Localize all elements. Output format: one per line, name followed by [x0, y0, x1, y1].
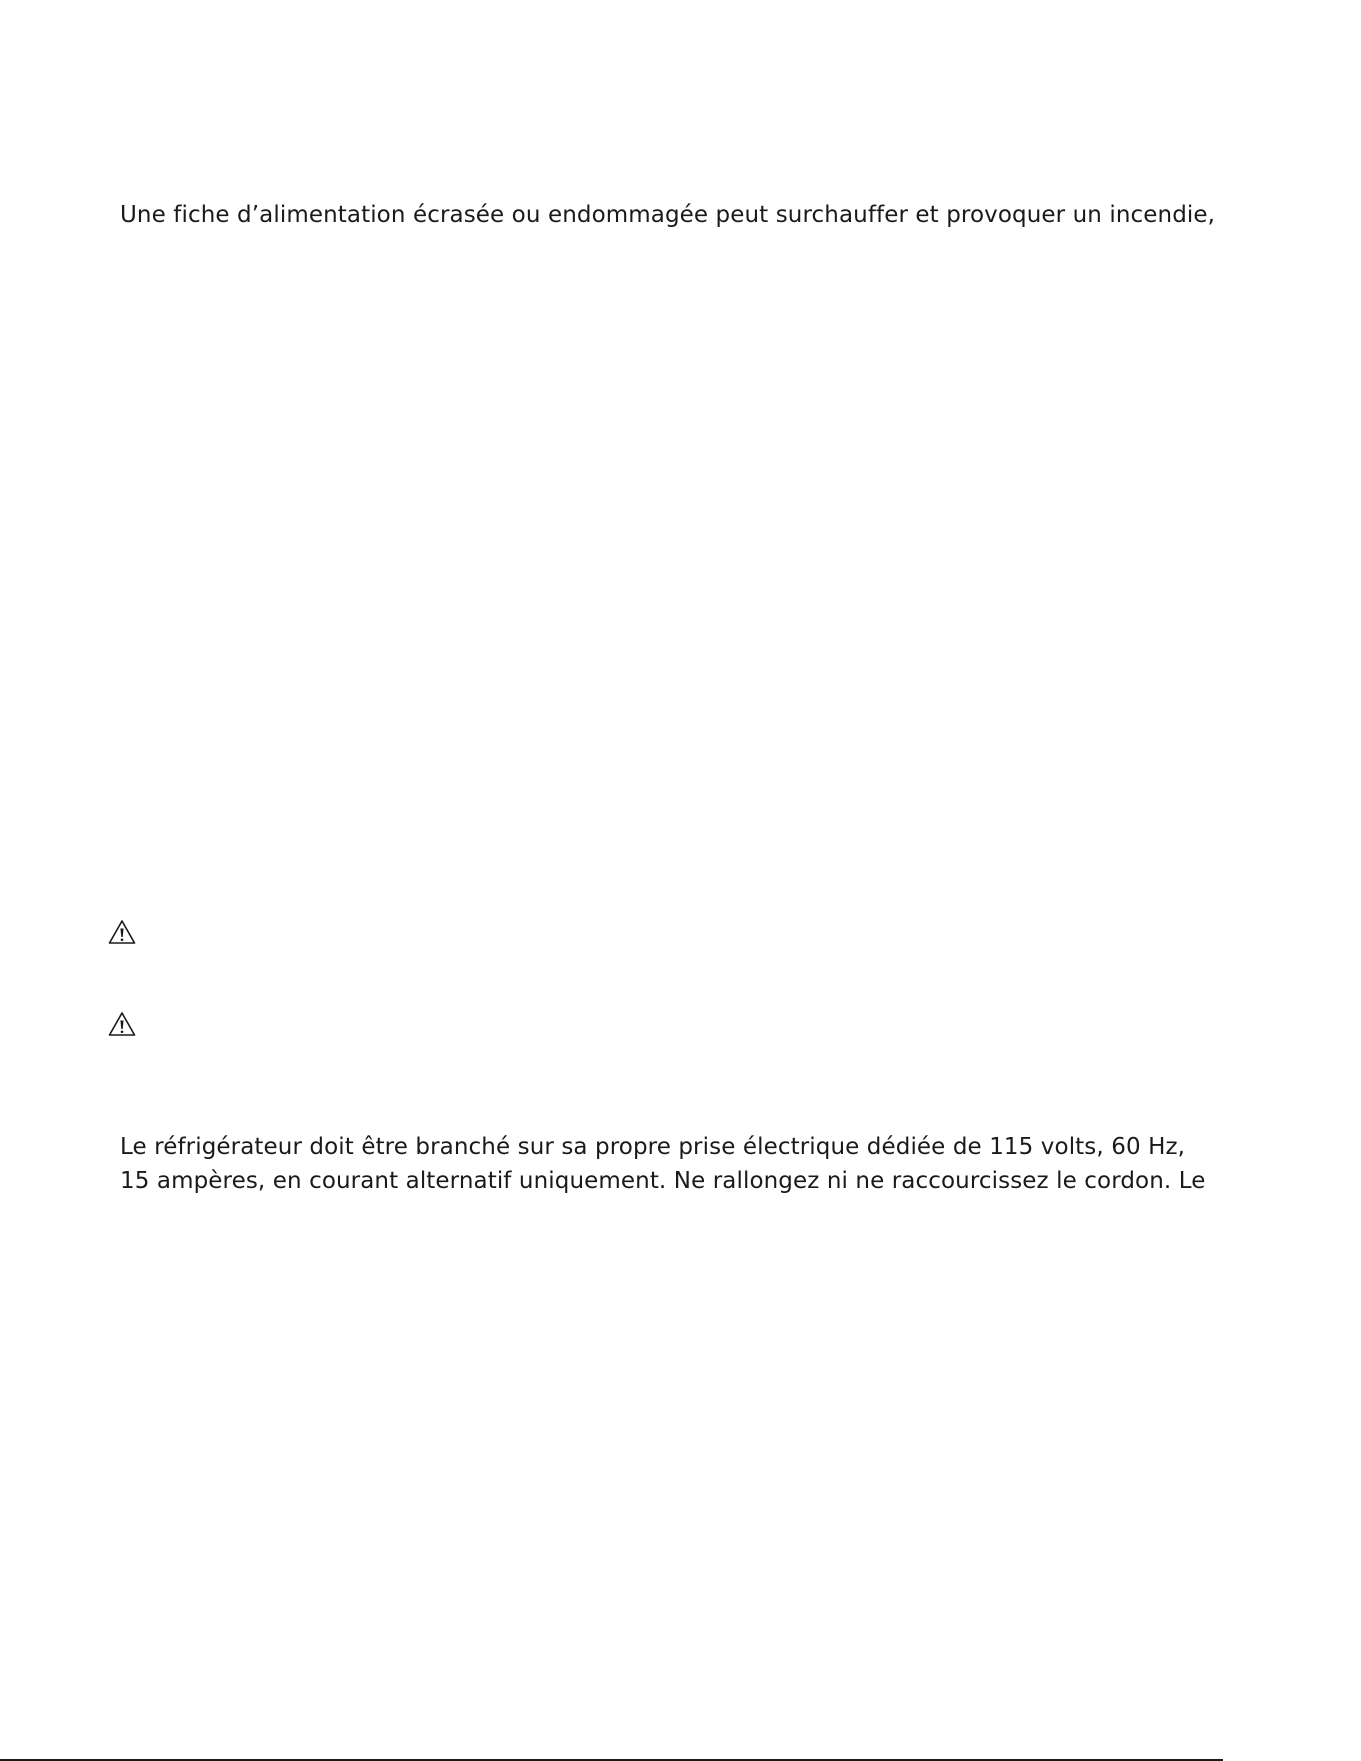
paragraph-2-line-1: Le réfrigérateur doit être branché sur sa propre prise électrique dédiée de 115 volts, 60 Hz,	[120, 1134, 1186, 1160]
paragraph-1-line-1: Une fiche d’alimentation écrasée ou endommagée peut surchauffer et provoquer un incendie,	[120, 202, 1216, 228]
paragraph-2-line-2: 15 ampères, en courant alternatif uniquement. Ne rallongez ni ne raccourcissez le cordon. Le	[120, 1168, 1206, 1194]
warning-triangle-icon	[108, 919, 136, 945]
warning-triangle-icon	[108, 1011, 136, 1037]
